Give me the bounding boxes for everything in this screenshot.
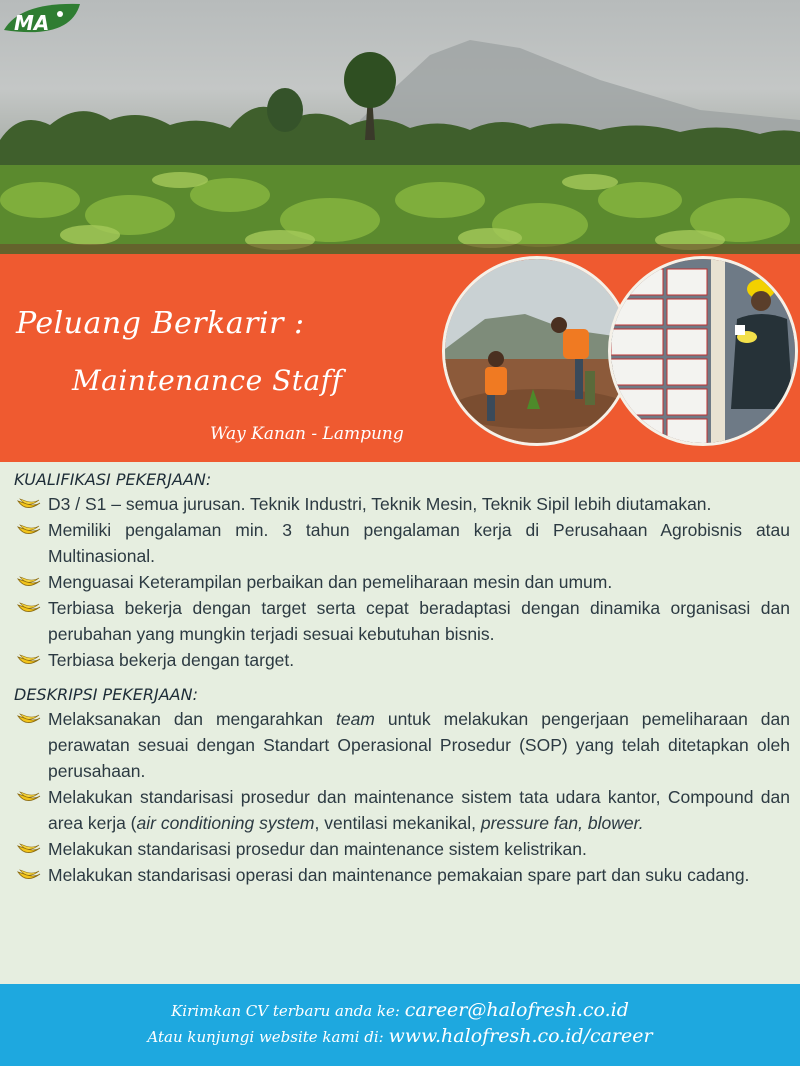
description-list — [14, 706, 790, 888]
email-label: Kirimkan CV terbaru anda ke: — [171, 1002, 405, 1020]
banana-icon — [16, 575, 42, 591]
list-item — [14, 491, 790, 517]
list-item-text: D3 / S1 – semua jurusan. Teknik Industri, Teknik Mesin, Teknik Sipil lebih diutamakan. — [48, 494, 712, 514]
contact-footer — [0, 984, 800, 1066]
list-item-text: untuk melakukan pengerjaan pemeliharaan dan perawatan sesuai dengan Standart Operasional Prosedur (SOP) yang telah ditetapkan oleh perusahaan. — [48, 709, 790, 781]
title-band — [0, 254, 800, 462]
banana-icon — [16, 523, 42, 539]
title-line-2: Maintenance Staff — [72, 364, 343, 397]
title-line-1: Peluang Berkarir : — [16, 306, 305, 341]
list-item-text: , ventilasi mekanikal, — [314, 813, 481, 833]
hero-plantation-photo — [0, 0, 800, 254]
packing-warehouse-photo — [608, 256, 798, 446]
field-workers-photo — [442, 256, 632, 446]
list-item-text: Terbiasa bekerja dengan target. — [48, 650, 295, 670]
banana-icon — [16, 601, 42, 617]
email-link[interactable]: career@halofresh.co.id — [404, 999, 629, 1021]
list-item-text: Terbiasa bekerja dengan target serta cepat beradaptasi dengan dinamika organisasi dan perubahan yang mungkin terjadi sesuai kebutuhan bisnis. — [48, 598, 790, 644]
company-logo — [0, 0, 84, 44]
qualifications-heading: KUALIFIKASI PEKERJAAN: — [14, 470, 212, 489]
job-location: Way Kanan - Lampung — [210, 424, 404, 444]
footer-line-website — [0, 1024, 800, 1050]
website-label: Atau kunjungi website kami di: — [147, 1028, 389, 1046]
job-details — [0, 462, 800, 984]
list-item — [14, 595, 790, 647]
list-item-text: Menguasai Keterampilan perbaikan dan pemeliharaan mesin dan umum. — [48, 572, 613, 592]
banana-icon — [16, 868, 42, 884]
list-item — [14, 836, 790, 862]
list-item-text: Melakukan standarisasi prosedur dan maintenance sistem kelistrikan. — [48, 839, 587, 859]
list-item — [14, 706, 790, 784]
emphasis-text: air conditioning system — [136, 813, 315, 833]
website-link[interactable]: www.halofresh.co.id/career — [388, 1025, 653, 1047]
list-item — [14, 569, 790, 595]
list-item-text: Melakukan standarisasi operasi dan maintenance pemakaian spare part dan suku cadang. — [48, 865, 750, 885]
list-item — [14, 862, 790, 888]
list-item-text: Memiliki pengalaman min. 3 tahun pengalaman kerja di Perusahaan Agrobisnis atau Multinasional. — [48, 520, 790, 566]
emphasis-text: team — [335, 709, 375, 729]
plantation-illustration — [0, 0, 800, 254]
banana-icon — [16, 712, 42, 728]
description-heading: DESKRIPSI PEKERJAAN: — [14, 685, 198, 704]
list-item — [14, 784, 790, 836]
list-item — [14, 517, 790, 569]
banana-icon — [16, 842, 42, 858]
svg-text:MA: MA — [14, 11, 50, 35]
list-item-text: Melakukan standarisasi prosedur dan maintenance sistem tata udara kantor, Compound dan area kerja ( — [48, 787, 790, 833]
banana-icon — [16, 653, 42, 669]
qualifications-list — [14, 491, 790, 673]
list-item-text: Melaksanakan dan mengarahkan — [48, 709, 336, 729]
list-item — [14, 647, 790, 673]
banana-icon — [16, 497, 42, 513]
emphasis-text: pressure fan, blower. — [480, 813, 644, 833]
footer-line-email — [0, 998, 800, 1024]
banana-icon — [16, 790, 42, 806]
